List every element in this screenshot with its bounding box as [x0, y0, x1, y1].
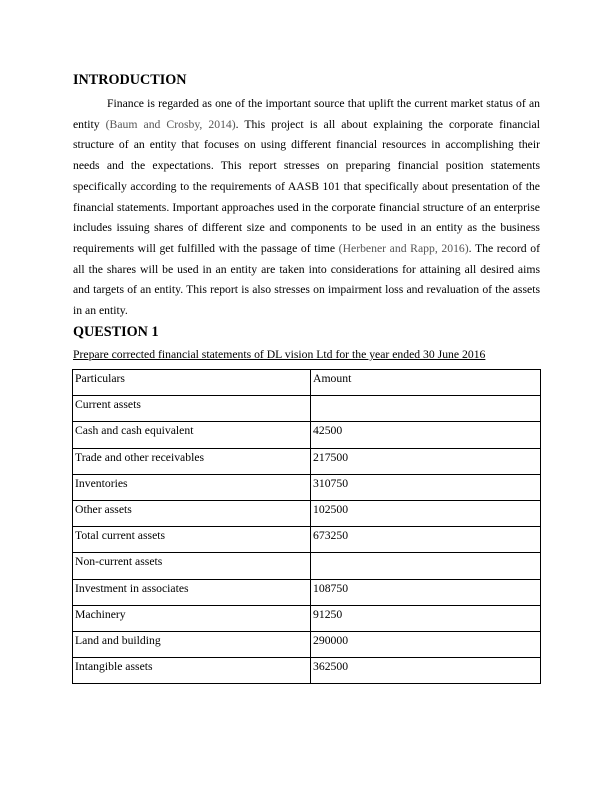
table-row	[73, 396, 541, 422]
amount-cell: 290000	[311, 631, 541, 657]
amount-cell: 108750	[311, 579, 541, 605]
table-header-row	[73, 370, 541, 396]
particulars-cell: Trade and other receivables	[73, 448, 311, 474]
particulars-cell: Intangible assets	[73, 658, 311, 684]
particulars-cell: Total current assets	[73, 527, 311, 553]
amount-cell: 362500	[311, 658, 541, 684]
table-row	[73, 631, 541, 657]
introduction-paragraph	[73, 94, 540, 322]
paragraph-text: . The record of all the shares will be used in an entity are taken into considerations for attaining all desired aims and targets of an entity. This report is also stresses on impairment loss and revaluation of the assets in an entity.	[73, 241, 540, 318]
amount-cell: 310750	[311, 474, 541, 500]
particulars-cell: Current assets	[73, 396, 311, 422]
particulars-cell: Land and building	[73, 631, 311, 657]
particulars-cell: Machinery	[73, 605, 311, 631]
table-row	[73, 500, 541, 526]
paragraph-text: Finance is regarded as one of the important source that uplift the current market status of an entity	[73, 97, 540, 131]
table-header-cell: Amount	[311, 370, 541, 396]
amount-cell: 217500	[311, 448, 541, 474]
table-row	[73, 474, 541, 500]
table-row	[73, 448, 541, 474]
amount-cell: 91250	[311, 605, 541, 631]
amount-cell: 673250	[311, 527, 541, 553]
table-row	[73, 422, 541, 448]
citation: (Herbener and Rapp, 2016)	[338, 241, 469, 255]
particulars-cell: Inventories	[73, 474, 311, 500]
paragraph-text: . This project is all about explaining the corporate financial structure of an entity that focuses on using different financial resources in accomplishing their needs and the expectations. This report stresses on preparing financial position statements specifically according to the requirements of AASB 101 that specifically about presentation of the financial statements. Important approaches used in the corporate financial structure of an enterprise includes issuing shares of different size and components to be used in an entity as the business requirements will get fulfilled with the passage of time	[73, 117, 540, 255]
table-header-cell: Particulars	[73, 370, 311, 396]
table-row	[73, 605, 541, 631]
particulars-cell: Non-current assets	[73, 553, 311, 579]
amount-cell: 102500	[311, 500, 541, 526]
citation: (Baum and Crosby, 2014)	[105, 117, 236, 131]
particulars-cell: Other assets	[73, 500, 311, 526]
table-row	[73, 579, 541, 605]
question-1-heading: QUESTION 1	[73, 324, 159, 340]
table-row	[73, 527, 541, 553]
amount-cell	[311, 553, 541, 579]
table-row	[73, 553, 541, 579]
introduction-heading: INTRODUCTION	[73, 72, 187, 88]
particulars-cell: Cash and cash equivalent	[73, 422, 311, 448]
financial-statement-table	[72, 369, 541, 684]
question-1-subtitle: Prepare corrected financial statements of DL vision Ltd for the year ended 30 June 2016	[73, 348, 486, 361]
table-row	[73, 658, 541, 684]
amount-cell	[311, 396, 541, 422]
particulars-cell: Investment in associates	[73, 579, 311, 605]
amount-cell: 42500	[311, 422, 541, 448]
